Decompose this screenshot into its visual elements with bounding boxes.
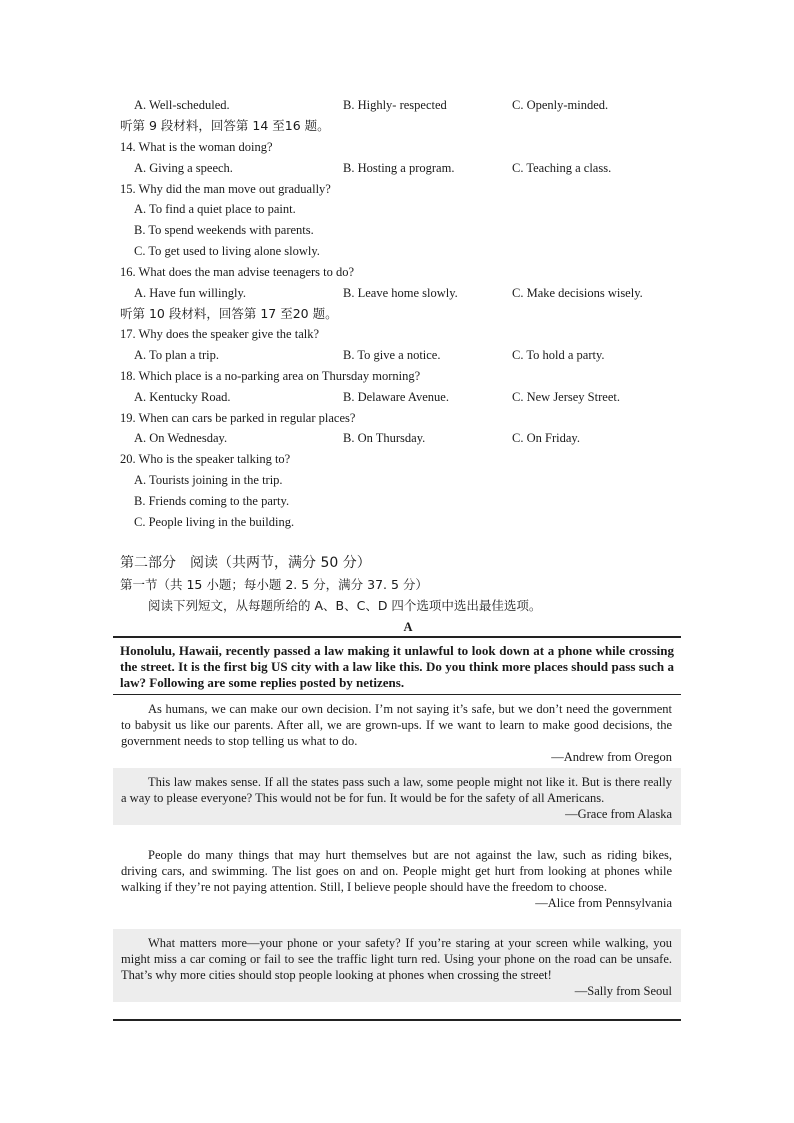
- q17-option-a: A. To plan a trip.: [134, 348, 219, 362]
- reply-signature: —Alice from Pennsylvania: [535, 896, 672, 910]
- reply-text: This law makes sense. If all the states pass such a law, some people might not like it. But is there really a way to please everyone? This would not be for fun. It would be for the safety of all Americans.: [121, 775, 672, 805]
- passage-intro: Honolulu, Hawaii, recently passed a law making it unlawful to look down at a phone while crossing the street. It is the first big US city with a law like this. Do you think more places should pass such a law? Following are some replies posted by netizens.: [120, 643, 674, 690]
- q15-option-c: C. To get used to living alone slowly.: [134, 244, 320, 258]
- question-14: 14. What is the woman doing?: [120, 140, 273, 154]
- q18-option-c: C. New Jersey Street.: [512, 390, 620, 404]
- q19-option-b: B. On Thursday.: [343, 431, 426, 445]
- section9-instruction: 听第 9 段材料，回答第 14 至16 题。: [120, 118, 330, 133]
- q18-option-b: B. Delaware Avenue.: [343, 390, 449, 404]
- q16-option-a: A. Have fun willingly.: [134, 286, 247, 300]
- q13-option-b: B. Highly- respected: [343, 98, 447, 112]
- q15-option-b: B. To spend weekends with parents.: [134, 223, 314, 237]
- reply-alice: [113, 847, 681, 911]
- q19-option-a: A. On Wednesday.: [134, 431, 228, 445]
- reply-andrew: [113, 701, 681, 765]
- part2-title: 第二部分 阅读（共两节，满分 50 分）: [120, 555, 371, 571]
- section10-instruction: 听第 10 段材料，回答第 17 至20 题。: [120, 306, 338, 321]
- q14-option-c: C. Teaching a class.: [512, 161, 612, 175]
- question-15: 15. Why did the man move out gradually?: [120, 182, 331, 196]
- reply-text: People do many things that may hurt themselves but are not against the law, such as riding bikes, driving cars, and swimming. The list goes on and on. People might get hurt from looking at phones while walking if they’re not paying attention. Still, I believe people should have the freedom to choose.: [121, 848, 672, 894]
- q20-option-c: C. People living in the building.: [134, 515, 295, 529]
- q19-option-c: C. On Friday.: [512, 431, 580, 445]
- q20-option-a: A. Tourists joining in the trip.: [134, 473, 283, 487]
- reply-signature: —Sally from Seoul: [574, 984, 672, 998]
- reply-signature: —Grace from Alaska: [565, 807, 672, 821]
- q17-option-c: C. To hold a party.: [512, 348, 605, 362]
- reply-sally: [113, 929, 681, 1002]
- q20-option-b: B. Friends coming to the party.: [134, 494, 290, 508]
- q18-option-a: A. Kentucky Road.: [134, 390, 231, 404]
- q14-option-a: A. Giving a speech.: [134, 161, 233, 175]
- reply-grace: [113, 768, 681, 825]
- intro-divider: [113, 694, 681, 695]
- q16-option-b: B. Leave home slowly.: [343, 286, 458, 300]
- question-19: 19. When can cars be parked in regular places?: [120, 411, 356, 425]
- passage-label: A: [403, 620, 413, 634]
- reply-signature: —Andrew from Oregon: [551, 750, 672, 764]
- question-16: 16. What does the man advise teenagers to do?: [120, 265, 355, 279]
- question-18: 18. Which place is a no-parking area on Thursday morning?: [120, 369, 421, 383]
- q16-option-c: C. Make decisions wisely.: [512, 286, 643, 300]
- q15-option-a: A. To find a quiet place to paint.: [134, 202, 296, 216]
- q14-option-b: B. Hosting a program.: [343, 161, 455, 175]
- q13-option-a: A. Well-scheduled.: [134, 98, 230, 112]
- question-20: 20. Who is the speaker talking to?: [120, 452, 291, 466]
- reply-text: As humans, we can make our own decision. I’m not saying it’s safe, but we don’t need the government to babysit us like our parents. After all, we are grown-ups. If we want to learn to make good decisions, the government needs to stop telling us what to do.: [121, 702, 672, 748]
- part2-instruction: 阅读下列短文，从每题所给的 A、B、C、D 四个选项中选出最佳选项。: [148, 598, 542, 613]
- q13-option-c: C. Openly-minded.: [512, 98, 609, 112]
- q17-option-b: B. To give a notice.: [343, 348, 441, 362]
- reply-text: What matters more—your phone or your safety? If you’re staring at your screen while walking, you might miss a car coming or fail to see the traffic light turn red. Using your phone on the road can be unsafe. That’s why more cities should stop people looking at phones when crossing the street!: [121, 936, 672, 982]
- passage-bottom-rule: [113, 1019, 681, 1021]
- passage-top-rule: [113, 636, 681, 638]
- part2-section1: 第一节（共 15 小题；每小题 2. 5 分，满分 37. 5 分）: [120, 577, 428, 592]
- question-17: 17. Why does the speaker give the talk?: [120, 327, 320, 341]
